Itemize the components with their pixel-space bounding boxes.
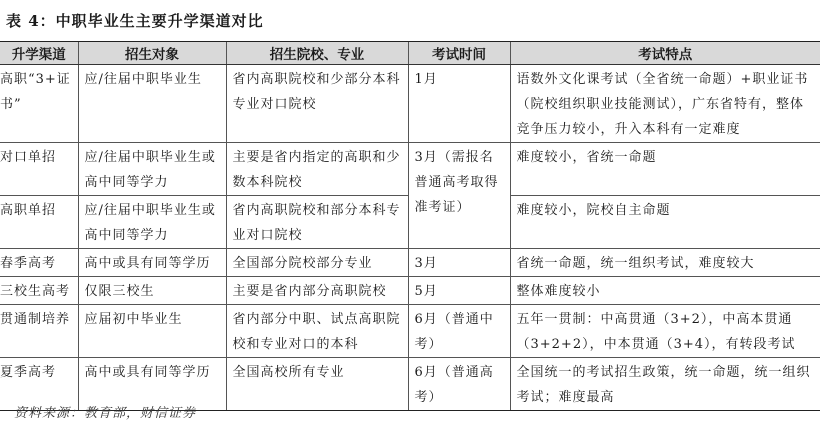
cell-target: 应/往届中职毕业生或高中同等学力 bbox=[78, 143, 226, 196]
header-time: 考试时间 bbox=[408, 42, 510, 65]
cell-target: 仅限三校生 bbox=[78, 277, 226, 305]
header-target: 招生对象 bbox=[78, 42, 226, 65]
comparison-table bbox=[0, 41, 820, 411]
cell-schools: 省内部分中职、试点高职院校和专业对口的本科 bbox=[226, 305, 408, 358]
header-row bbox=[0, 42, 820, 65]
cell-schools: 全国部分院校部分专业 bbox=[226, 249, 408, 277]
cell-channel: 三校生高考 bbox=[0, 277, 78, 305]
cell-features: 省统一命题，统一组织考试，难度较大 bbox=[510, 249, 820, 277]
cell-channel: 高职单招 bbox=[0, 196, 78, 249]
table-row bbox=[0, 65, 820, 143]
cell-schools: 省内高职院校和少部分本科专业对口院校 bbox=[226, 65, 408, 143]
cell-time: 3月（需报名普通高考取得准考证） bbox=[408, 143, 510, 249]
cell-features: 整体难度较小 bbox=[510, 277, 820, 305]
cell-schools: 主要是省内指定的高职和少数本科院校 bbox=[226, 143, 408, 196]
cell-target: 应届初中毕业生 bbox=[78, 305, 226, 358]
cell-time: 1月 bbox=[408, 65, 510, 143]
comparison-table-container bbox=[0, 41, 820, 411]
cell-channel: 春季高考 bbox=[0, 249, 78, 277]
source-note: 资料来源：教育部，财信证券 bbox=[14, 406, 197, 421]
cell-schools: 全国高校所有专业 bbox=[226, 358, 408, 411]
table-row bbox=[0, 277, 820, 305]
header-schools: 招生院校、专业 bbox=[226, 42, 408, 65]
cell-channel: 贯通制培养 bbox=[0, 305, 78, 358]
cell-features: 难度较小，院校自主命题 bbox=[510, 196, 820, 249]
table-row bbox=[0, 143, 820, 196]
cell-features: 全国统一的考试招生政策，统一命题，统一组织考试；难度最高 bbox=[510, 358, 820, 411]
cell-channel: 对口单招 bbox=[0, 143, 78, 196]
cell-features: 难度较小，省统一命题 bbox=[510, 143, 820, 196]
header-features: 考试特点 bbox=[510, 42, 820, 65]
cell-target: 应/往届中职毕业生 bbox=[78, 65, 226, 143]
cell-channel: 高职“3+证书” bbox=[0, 65, 78, 143]
cell-time: 5月 bbox=[408, 277, 510, 305]
cell-target: 高中或具有同等学历 bbox=[78, 249, 226, 277]
cell-target: 应/往届中职毕业生或高中同等学力 bbox=[78, 196, 226, 249]
cell-time: 6月（普通高考） bbox=[408, 358, 510, 411]
cell-features: 五年一贯制：中高贯通（3+2），中高本贯通（3+2+2），中本贯通（3+4），有转段考试 bbox=[510, 305, 820, 358]
table-row bbox=[0, 249, 820, 277]
cell-channel: 夏季高考 bbox=[0, 358, 78, 411]
cell-features: 语数外文化课考试（全省统一命题）+职业证书（院校组织职业技能测试），广东省特有，整体竞争压力较小，升入本科有一定难度 bbox=[510, 65, 820, 143]
header-channel: 升学渠道 bbox=[0, 42, 78, 65]
cell-schools: 省内高职院校和部分本科专业对口院校 bbox=[226, 196, 408, 249]
cell-time: 6月（普通中考） bbox=[408, 305, 510, 358]
cell-target: 高中或具有同等学历 bbox=[78, 358, 226, 411]
table-row bbox=[0, 305, 820, 358]
table-title: 表 4：中职毕业生主要升学渠道对比 bbox=[6, 12, 264, 30]
cell-schools: 主要是省内部分高职院校 bbox=[226, 277, 408, 305]
cell-time: 3月 bbox=[408, 249, 510, 277]
